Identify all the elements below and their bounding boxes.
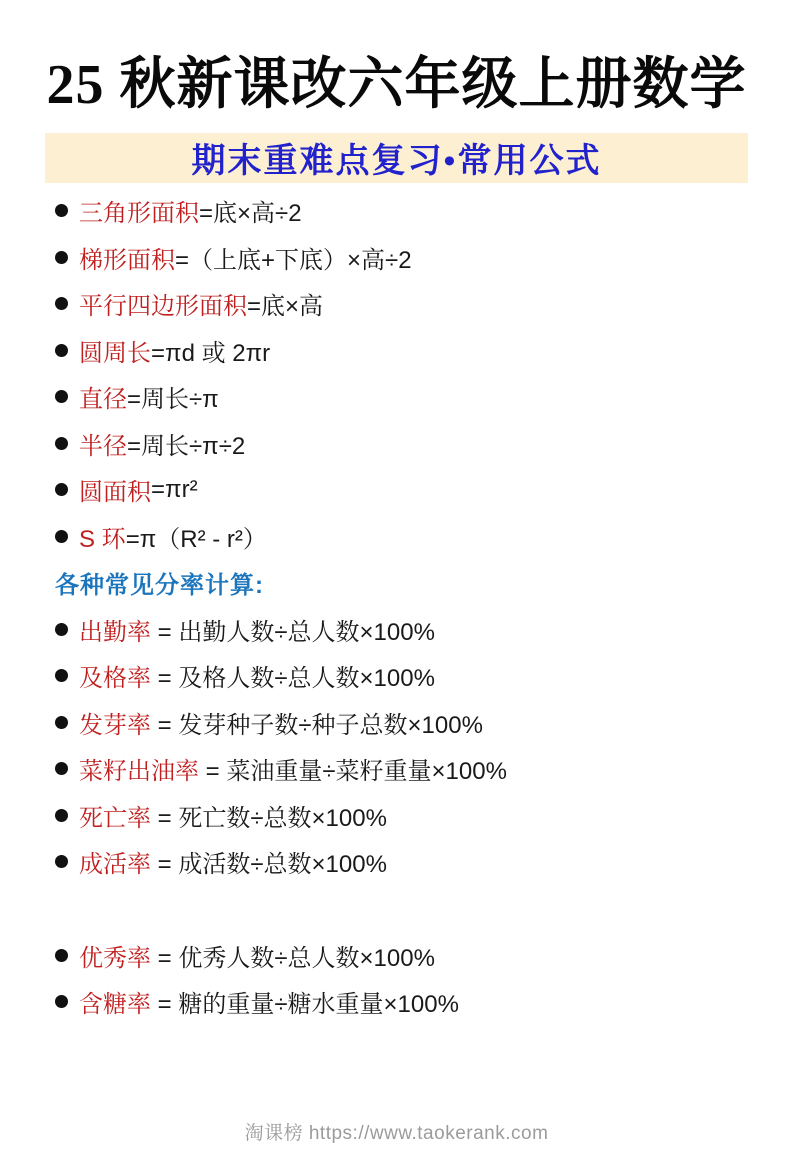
formula-term: 含糖率 <box>79 991 151 1019</box>
formula-body: =周长÷π <box>127 386 219 414</box>
formula-row-circle-circumference <box>55 327 793 374</box>
formula-term: 圆面积 <box>79 479 151 507</box>
formula-term: 平行四边形面积 <box>79 293 247 321</box>
formula-row-germination-rate <box>55 699 793 746</box>
bullet-icon <box>55 390 68 403</box>
formula-body: = 及格人数÷总人数×100% <box>151 665 435 693</box>
formula-row-radius <box>55 420 793 467</box>
formula-term: 发芽率 <box>79 711 151 739</box>
bullet-icon <box>55 297 68 310</box>
bullet-icon <box>55 204 68 217</box>
formula-body: =底×高 <box>247 293 324 321</box>
subtitle-banner-label: 期末重难点复习•常用公式 <box>191 143 602 181</box>
bullet-icon <box>55 483 68 496</box>
formula-row-triangle-area <box>55 188 793 235</box>
formula-term: 梯形面积 <box>79 246 175 274</box>
formula-body: =底×高÷2 <box>199 200 302 228</box>
formula-body: =πr² <box>151 475 198 503</box>
formula-term: 菜籽出油率 <box>79 758 199 786</box>
bullet-icon <box>55 809 68 822</box>
formula-body: = 糖的重量÷糖水重量×100% <box>151 991 459 1019</box>
formula-term: 优秀率 <box>79 944 151 972</box>
formula-row-survival-rate <box>55 839 793 886</box>
formula-term: 死亡率 <box>79 804 151 832</box>
formula-row-parallelogram-area <box>55 281 793 328</box>
formula-row-ring-area <box>55 513 793 560</box>
formula-term: 直径 <box>79 386 127 414</box>
formula-list <box>0 183 793 1026</box>
formula-row-attendance-rate <box>55 606 793 653</box>
formula-body: =（上底+下底）×高÷2 <box>175 246 412 274</box>
bullet-icon <box>55 855 68 868</box>
formula-row-sugar-content-rate <box>55 979 793 1026</box>
bullet-icon <box>55 669 68 682</box>
bullet-icon <box>55 995 68 1008</box>
bullet-icon <box>55 949 68 962</box>
formula-row-circle-area <box>55 467 793 514</box>
formula-body: = 成活数÷总数×100% <box>151 851 387 879</box>
bullet-icon <box>55 623 68 636</box>
page-title: 25 秋新课改六年级上册数学 <box>46 54 747 116</box>
section-header-row <box>55 560 793 607</box>
bullet-icon <box>55 762 68 775</box>
formula-body: =π（R² - r²） <box>125 525 267 553</box>
bullet-icon <box>55 716 68 729</box>
formula-body: =πd 或 2πr <box>151 339 271 367</box>
formula-term: 三角形面积 <box>79 200 199 228</box>
bullet-icon <box>55 530 68 543</box>
formula-row-diameter <box>55 374 793 421</box>
formula-body: =周长÷π÷2 <box>127 432 246 460</box>
formula-body: = 优秀人数÷总人数×100% <box>151 944 435 972</box>
section-header-rates: 各种常见分率计算: <box>55 572 264 600</box>
footer-watermark: 淘课榜 https://www.taokerank.com <box>244 1123 549 1144</box>
subtitle-banner <box>45 133 748 183</box>
formula-term: 出勤率 <box>79 618 151 646</box>
formula-row-excellence-rate <box>55 932 793 979</box>
formula-term: 圆周长 <box>79 339 151 367</box>
formula-row-oil-yield-rate <box>55 746 793 793</box>
formula-body: = 发芽种子数÷种子总数×100% <box>151 711 483 739</box>
bullet-icon <box>55 344 68 357</box>
bullet-icon <box>55 437 68 450</box>
page <box>0 50 793 1172</box>
formula-term: 成活率 <box>79 851 151 879</box>
formula-body: = 出勤人数÷总人数×100% <box>151 618 435 646</box>
formula-row-death-rate <box>55 792 793 839</box>
formula-row-pass-rate <box>55 653 793 700</box>
formula-body: = 菜油重量÷菜籽重量×100% <box>199 758 507 786</box>
formula-body: = 死亡数÷总数×100% <box>151 804 387 832</box>
formula-term: 半径 <box>79 432 127 460</box>
formula-term: S 环 <box>79 525 126 553</box>
formula-row-trapezoid-area <box>55 234 793 281</box>
bullet-icon <box>55 251 68 264</box>
formula-term: 及格率 <box>79 665 151 693</box>
